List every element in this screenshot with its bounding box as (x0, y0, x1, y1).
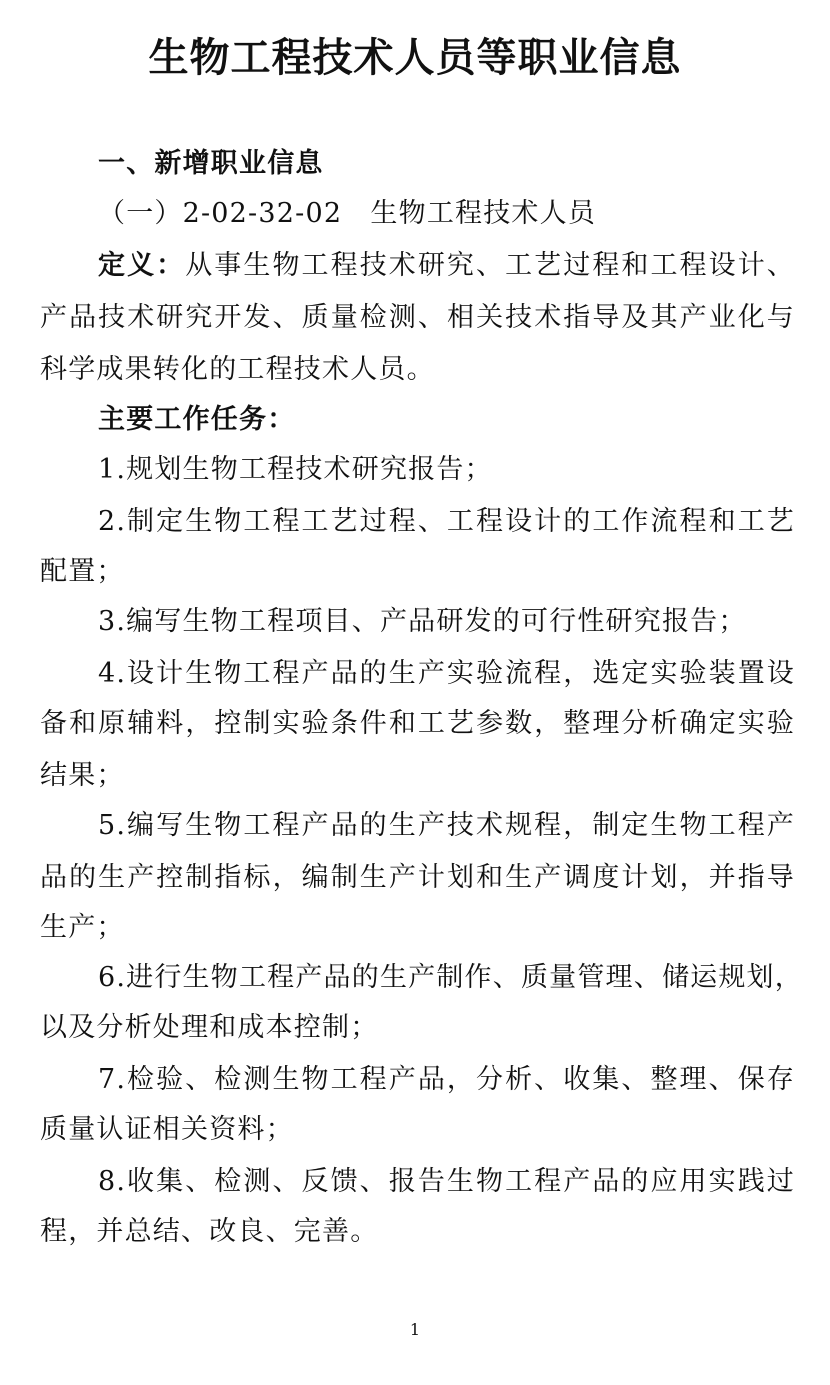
task-1-line-1: 1.规划生物工程技术研究报告； (98, 454, 493, 485)
tasks-heading: 主要工作任务： (98, 404, 296, 435)
task-2-line-1: 2.制定生物工程工艺过程、工程设计的工作流程和工艺 (98, 506, 795, 537)
task-6-line-1: 6.进行生物工程产品的生产制作、质量管理、储运规划， (98, 962, 803, 993)
task-6-line-2: 以及分析处理和成本控制； (40, 1012, 379, 1043)
task-5-line-2: 品的生产控制指标，编制生产计划和生产调度计划，并指导 (40, 862, 795, 893)
task-8-line-1: 8.收集、检测、反馈、报告生物工程产品的应用实践过 (98, 1166, 795, 1197)
task-2-line-2: 配置； (40, 556, 125, 587)
definition-line-3: 科学成果转化的工程技术人员。 (40, 354, 435, 385)
definition-label: 定义： (98, 250, 186, 281)
task-5-line-3: 生产； (40, 912, 125, 943)
section-heading: 一、新增职业信息 (98, 148, 324, 179)
task-3-line-1: 3.编写生物工程项目、产品研发的可行性研究报告； (98, 606, 747, 637)
page-number: 1 (409, 1320, 421, 1339)
occupation-code-line: （一）2-02-32-02 生物工程技术人员 (98, 198, 597, 229)
definition-text-1: 从事生物工程技术研究、工艺过程和工程设计、 (185, 250, 795, 281)
task-7-line-1: 7.检验、检测生物工程产品，分析、收集、整理、保存 (98, 1064, 795, 1095)
definition-line-2: 产品技术研究开发、质量检测、相关技术指导及其产业化与 (40, 302, 795, 333)
task-5-line-1: 5.编写生物工程产品的生产技术规程，制定生物工程产 (98, 810, 795, 841)
task-7-line-2: 质量认证相关资料； (40, 1114, 294, 1145)
task-4-line-1: 4.设计生物工程产品的生产实验流程，选定实验装置设 (98, 658, 795, 689)
task-4-line-2: 备和原辅料，控制实验条件和工艺参数，整理分析确定实验 (40, 708, 795, 739)
definition-line-1 (98, 248, 795, 284)
task-8-line-2: 程，并总结、改良、完善。 (40, 1216, 379, 1247)
document-title: 生物工程技术人员等职业信息 (148, 35, 682, 81)
task-4-line-3: 结果； (40, 760, 125, 791)
